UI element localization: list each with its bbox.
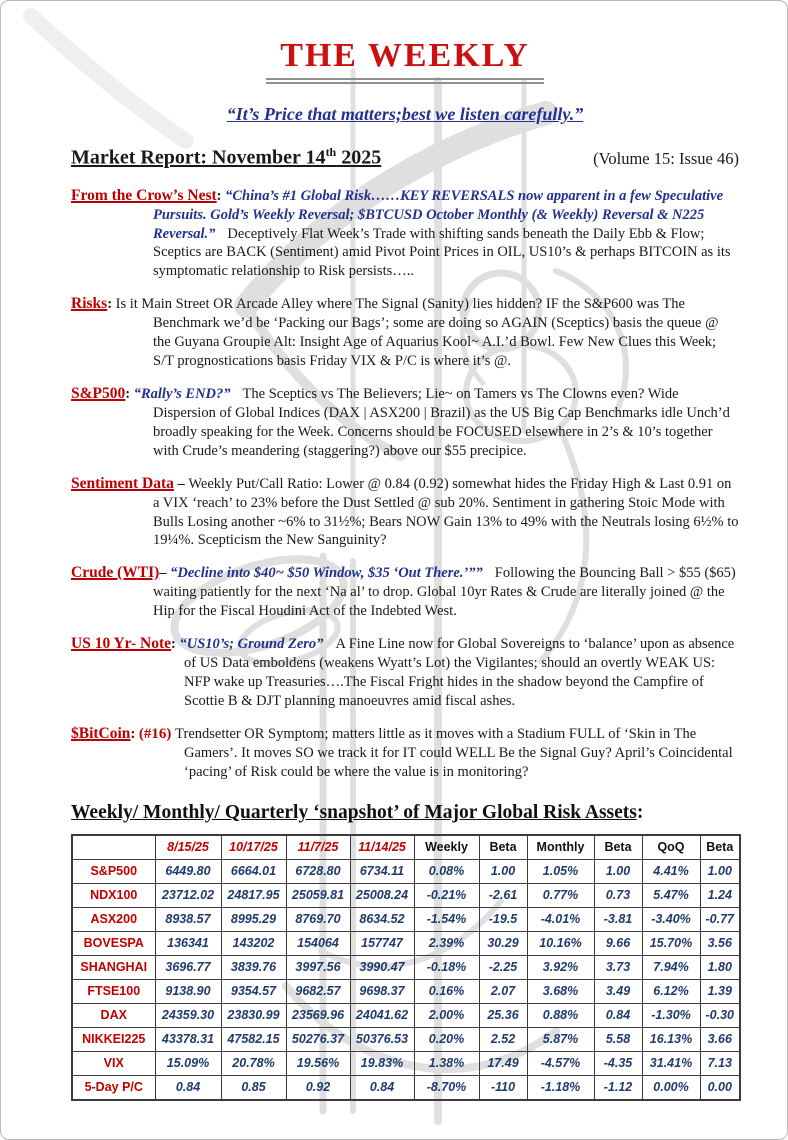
table-row bbox=[72, 883, 740, 907]
value-cell: 0.00% bbox=[642, 1075, 700, 1100]
value-cell: 1.05% bbox=[527, 859, 594, 883]
value-cell: 1.00 bbox=[700, 859, 740, 883]
section-bitcoin bbox=[71, 724, 739, 782]
section-quote: “US10’s; Ground Zero” bbox=[179, 636, 324, 653]
snapshot-table-header bbox=[72, 835, 740, 860]
value-cell: 19.83% bbox=[350, 1051, 414, 1075]
value-cell: 15.09% bbox=[155, 1051, 221, 1075]
section-body: A Fine Line now for Global Sovereigns to ‘balance’ upon as absence of US Data emboldens (weakens Wyatt’s Lot) the Vigilantes; should an overtly WEAK US: NFP wake up Treasuries….The Fiscal Fright hides in the shadow beyond the Campfire of Scottie B & DJT planning manoeuvres amid fiscal ashes. bbox=[184, 636, 735, 709]
value-cell: 5.47% bbox=[642, 883, 700, 907]
value-cell: 1.39 bbox=[700, 979, 740, 1003]
value-cell: 6734.11 bbox=[350, 859, 414, 883]
header-cell: Weekly bbox=[414, 835, 479, 860]
header-cell: 8/15/25 bbox=[155, 835, 221, 860]
value-cell: 136341 bbox=[155, 931, 221, 955]
tagline-quote: “It’s Price that matters;best we listen carefully.” bbox=[226, 104, 584, 124]
value-cell: 16.13% bbox=[642, 1027, 700, 1051]
value-cell: 6728.80 bbox=[286, 859, 350, 883]
value-cell: 6664.01 bbox=[221, 859, 286, 883]
row-label: NDX100 bbox=[72, 883, 155, 907]
value-cell: 154064 bbox=[286, 931, 350, 955]
header-cell: 10/17/25 bbox=[221, 835, 286, 860]
value-cell: 3696.77 bbox=[155, 955, 221, 979]
value-cell: 3.68% bbox=[527, 979, 594, 1003]
header-cell: Beta bbox=[594, 835, 642, 860]
value-cell: 1.00 bbox=[479, 859, 527, 883]
table-header-row bbox=[72, 835, 740, 860]
section-separator: : bbox=[125, 385, 134, 402]
snapshot-table-colon: : bbox=[636, 801, 644, 823]
header-cell: Monthly bbox=[527, 835, 594, 860]
value-cell: 0.85 bbox=[221, 1075, 286, 1100]
report-title-ordinal: th bbox=[325, 145, 337, 159]
row-label: FTSE100 bbox=[72, 979, 155, 1003]
value-cell: 2.07 bbox=[479, 979, 527, 1003]
value-cell: 43378.31 bbox=[155, 1027, 221, 1051]
value-cell: 50276.37 bbox=[286, 1027, 350, 1051]
value-cell: 3990.47 bbox=[350, 955, 414, 979]
section-crows-nest bbox=[71, 186, 739, 282]
value-cell: -0.18% bbox=[414, 955, 479, 979]
value-cell: 0.88% bbox=[527, 1003, 594, 1027]
row-label: 5-Day P/C bbox=[72, 1075, 155, 1100]
value-cell: 30.29 bbox=[479, 931, 527, 955]
section-heading: Crude (WTI) bbox=[71, 564, 160, 582]
header-cell: Beta bbox=[700, 835, 740, 860]
value-cell: 0.16% bbox=[414, 979, 479, 1003]
snapshot-table bbox=[71, 834, 741, 1101]
row-label: VIX bbox=[72, 1051, 155, 1075]
section-separator: – bbox=[159, 565, 171, 582]
value-cell: 0.73 bbox=[594, 883, 642, 907]
value-cell: 9.66 bbox=[594, 931, 642, 955]
value-cell: 8938.57 bbox=[155, 907, 221, 931]
value-cell: 10.16% bbox=[527, 931, 594, 955]
page-content bbox=[1, 1, 787, 1101]
section-separator: – bbox=[173, 475, 189, 492]
value-cell: 3.66 bbox=[700, 1027, 740, 1051]
value-cell: -3.40% bbox=[642, 907, 700, 931]
section-heading: $BitCoin bbox=[71, 724, 131, 742]
table-row bbox=[72, 1003, 740, 1027]
report-title-year: 2025 bbox=[336, 146, 382, 169]
section-quote: “Decline into $40~ $50 Window, $35 ‘Out There.’”” bbox=[170, 565, 483, 582]
page-title: THE WEEKLY bbox=[266, 37, 544, 84]
section-heading: Sentiment Data bbox=[71, 474, 174, 492]
value-cell: 3839.76 bbox=[221, 955, 286, 979]
value-cell: 0.77% bbox=[527, 883, 594, 907]
value-cell: -4.01% bbox=[527, 907, 594, 931]
value-cell: 1.24 bbox=[700, 883, 740, 907]
row-label: BOVESPA bbox=[72, 931, 155, 955]
section-quote: “Rally’s END?” bbox=[133, 385, 231, 402]
value-cell: 0.00 bbox=[700, 1075, 740, 1100]
value-cell: -1.18% bbox=[527, 1075, 594, 1100]
header-cell bbox=[72, 835, 155, 860]
snapshot-table-heading bbox=[71, 802, 739, 824]
section-separator: : bbox=[171, 636, 180, 653]
section-heading: US 10 Yr- Note bbox=[71, 635, 172, 653]
value-cell: -0.77 bbox=[700, 907, 740, 931]
volume-issue-label: (Volume 15: Issue 46) bbox=[593, 148, 739, 168]
value-cell: 0.84 bbox=[594, 1003, 642, 1027]
value-cell: -1.12 bbox=[594, 1075, 642, 1100]
section-quote: “China’s #1 Global Risk……KEY REVERSALS now apparent in a few Speculative Pursuits. Gold’s Weekly Reversal; $BTCUSD October Monthly (& Weekly) Reversal & N225 Reversal.” bbox=[153, 187, 724, 242]
value-cell: 25059.81 bbox=[286, 883, 350, 907]
value-cell: 0.84 bbox=[155, 1075, 221, 1100]
table-row bbox=[72, 1027, 740, 1051]
header-cell: 11/7/25 bbox=[286, 835, 350, 860]
value-cell: 8995.29 bbox=[221, 907, 286, 931]
value-cell: 15.70% bbox=[642, 931, 700, 955]
value-cell: 9354.57 bbox=[221, 979, 286, 1003]
value-cell: 24359.30 bbox=[155, 1003, 221, 1027]
value-cell: 23830.99 bbox=[221, 1003, 286, 1027]
value-cell: -1.54% bbox=[414, 907, 479, 931]
report-title bbox=[71, 145, 381, 170]
value-cell: 0.20% bbox=[414, 1027, 479, 1051]
value-cell: 20.78% bbox=[221, 1051, 286, 1075]
row-label: ASX200 bbox=[72, 907, 155, 931]
value-cell: 9138.90 bbox=[155, 979, 221, 1003]
table-row bbox=[72, 1051, 740, 1075]
section-heading: S&P500 bbox=[71, 384, 126, 402]
row-label: S&P500 bbox=[72, 859, 155, 883]
value-cell: 3997.56 bbox=[286, 955, 350, 979]
value-cell: 23569.96 bbox=[286, 1003, 350, 1027]
snapshot-table-title: Weekly/ Monthly/ Quarterly ‘snapshot’ of Major Global Risk Assets bbox=[71, 801, 637, 823]
value-cell: -4.35 bbox=[594, 1051, 642, 1075]
value-cell: 3.56 bbox=[700, 931, 740, 955]
value-cell: 2.39% bbox=[414, 931, 479, 955]
value-cell: 7.94% bbox=[642, 955, 700, 979]
value-cell: 5.58 bbox=[594, 1027, 642, 1051]
value-cell: -1.30% bbox=[642, 1003, 700, 1027]
section-separator: : bbox=[107, 296, 116, 313]
value-cell: 17.49 bbox=[479, 1051, 527, 1075]
value-cell: 31.41% bbox=[642, 1051, 700, 1075]
header-cell: QoQ bbox=[642, 835, 700, 860]
header-cell: 11/14/25 bbox=[350, 835, 414, 860]
section-sentiment-data bbox=[71, 474, 739, 551]
value-cell: 3.73 bbox=[594, 955, 642, 979]
table-row bbox=[72, 859, 740, 883]
value-cell: -110 bbox=[479, 1075, 527, 1100]
value-cell: 8769.70 bbox=[286, 907, 350, 931]
value-cell: -19.5 bbox=[479, 907, 527, 931]
section-tag: (#16) bbox=[138, 725, 176, 742]
row-label: NIKKEI225 bbox=[72, 1027, 155, 1051]
report-title-text: Market Report: November 14 bbox=[71, 146, 326, 169]
snapshot-table-body bbox=[72, 859, 740, 1100]
section-separator: : bbox=[130, 725, 139, 742]
table-row bbox=[72, 1075, 740, 1100]
value-cell: 2.00% bbox=[414, 1003, 479, 1027]
value-cell: -0.30 bbox=[700, 1003, 740, 1027]
value-cell: 8634.52 bbox=[350, 907, 414, 931]
section-body: Is it Main Street OR Arcade Alley where The Signal (Sanity) lies hidden? IF the S&P600 was The Benchmark we’d be ‘Packing our Bags’; some are doing so AGAIN (Sceptics) basis the queue @ the Guyana Groupie Alt: Insight Age of Aquarius Kool~ A.I.’d Bowl. Few New Clues this Week; S/T prognostications basis Friday VIX & P/C is where it’s @. bbox=[115, 296, 719, 369]
header-cell: Beta bbox=[479, 835, 527, 860]
value-cell: 50376.53 bbox=[350, 1027, 414, 1051]
value-cell: 9682.57 bbox=[286, 979, 350, 1003]
value-cell: 3.92% bbox=[527, 955, 594, 979]
value-cell: 2.52 bbox=[479, 1027, 527, 1051]
table-row bbox=[72, 979, 740, 1003]
table-row bbox=[72, 931, 740, 955]
row-label: SHANGHAI bbox=[72, 955, 155, 979]
value-cell: 157747 bbox=[350, 931, 414, 955]
section-body: Weekly Put/Call Ratio: Lower @ 0.84 (0.92) somewhat hides the Friday High & Last 0.91 on a VIX ‘reach’ to 23% before the Dust Settled @ sub 20%. Sentiment in gathering Stoic Mode with Bulls Losing another ~6% to 31½%; Bears NOW Gain 13% to 49% with the Neutrals losing 6½% to 19¼%. Scepticism the New Sanguinity? bbox=[153, 475, 739, 549]
value-cell: 24041.62 bbox=[350, 1003, 414, 1027]
section-separator: : bbox=[216, 187, 226, 204]
value-cell: 3.49 bbox=[594, 979, 642, 1003]
section-crude-wti bbox=[71, 563, 739, 621]
value-cell: 25008.24 bbox=[350, 883, 414, 907]
section-body: Trendsetter OR Symptom; matters little as it moves with a Stadium FULL of ‘Skin in The Gamers’. It moves SO we track it for IT could WELL Be the Signal Guy? April’s Coincidental ‘pacing’ of Risk could be where the value is in monitoring? bbox=[175, 725, 733, 781]
report-sections bbox=[71, 186, 739, 782]
value-cell: -8.70% bbox=[414, 1075, 479, 1100]
table-row bbox=[72, 907, 740, 931]
value-cell: 6449.80 bbox=[155, 859, 221, 883]
value-cell: 19.56% bbox=[286, 1051, 350, 1075]
value-cell: 47582.15 bbox=[221, 1027, 286, 1051]
section-body: Following the Bouncing Ball > $55 ($65) waiting patiently for the next ‘Na al’ to drop. Global 10yr Rates & Crude are literally joined @ the Hip for the Fiscal Houdini Act of the Indebted West. bbox=[153, 565, 736, 620]
value-cell: 23712.02 bbox=[155, 883, 221, 907]
value-cell: -0.21% bbox=[414, 883, 479, 907]
section-heading: From the Crow’s Nest bbox=[71, 186, 217, 204]
value-cell: 1.80 bbox=[700, 955, 740, 979]
value-cell: 1.38% bbox=[414, 1051, 479, 1075]
report-header-row bbox=[71, 145, 739, 170]
section-body: The Sceptics vs The Believers; Lie~ on Tamers vs The Clowns even? Wide Dispersion of Global Indices (DAX | ASX200 | Brazil) as the US Big Cap Benchmarks idle Unch’d broadly speaking for the Week. Concerns should be FOCUSED elsewhere in 2’s & 10’s together with Crude’s meandering (staggering?) above our $55 precipice. bbox=[153, 385, 730, 459]
value-cell: 0.08% bbox=[414, 859, 479, 883]
value-cell: 0.92 bbox=[286, 1075, 350, 1100]
value-cell: -3.81 bbox=[594, 907, 642, 931]
section-sp500 bbox=[71, 384, 739, 461]
value-cell: 1.00 bbox=[594, 859, 642, 883]
row-label: DAX bbox=[72, 1003, 155, 1027]
section-heading: Risks bbox=[71, 295, 108, 313]
value-cell: 143202 bbox=[221, 931, 286, 955]
value-cell: -2.61 bbox=[479, 883, 527, 907]
value-cell: 24817.95 bbox=[221, 883, 286, 907]
value-cell: 4.41% bbox=[642, 859, 700, 883]
value-cell: 7.13 bbox=[700, 1051, 740, 1075]
value-cell: 5.87% bbox=[527, 1027, 594, 1051]
value-cell: 25.36 bbox=[479, 1003, 527, 1027]
table-row bbox=[72, 955, 740, 979]
section-us10yr-note bbox=[71, 634, 739, 711]
section-risks bbox=[71, 294, 739, 371]
section-body: Deceptively Flat Week’s Trade with shifting sands beneath the Daily Ebb & Flow; Sceptics are BACK (Sentiment) amid Pivot Point Prices in OIL, US10’s & perhaps BITCOIN as its symptomatic relationship to Risk persists….. bbox=[153, 225, 731, 280]
value-cell: 9698.37 bbox=[350, 979, 414, 1003]
value-cell: 0.84 bbox=[350, 1075, 414, 1100]
value-cell: -4.57% bbox=[527, 1051, 594, 1075]
value-cell: -2.25 bbox=[479, 955, 527, 979]
value-cell: 6.12% bbox=[642, 979, 700, 1003]
